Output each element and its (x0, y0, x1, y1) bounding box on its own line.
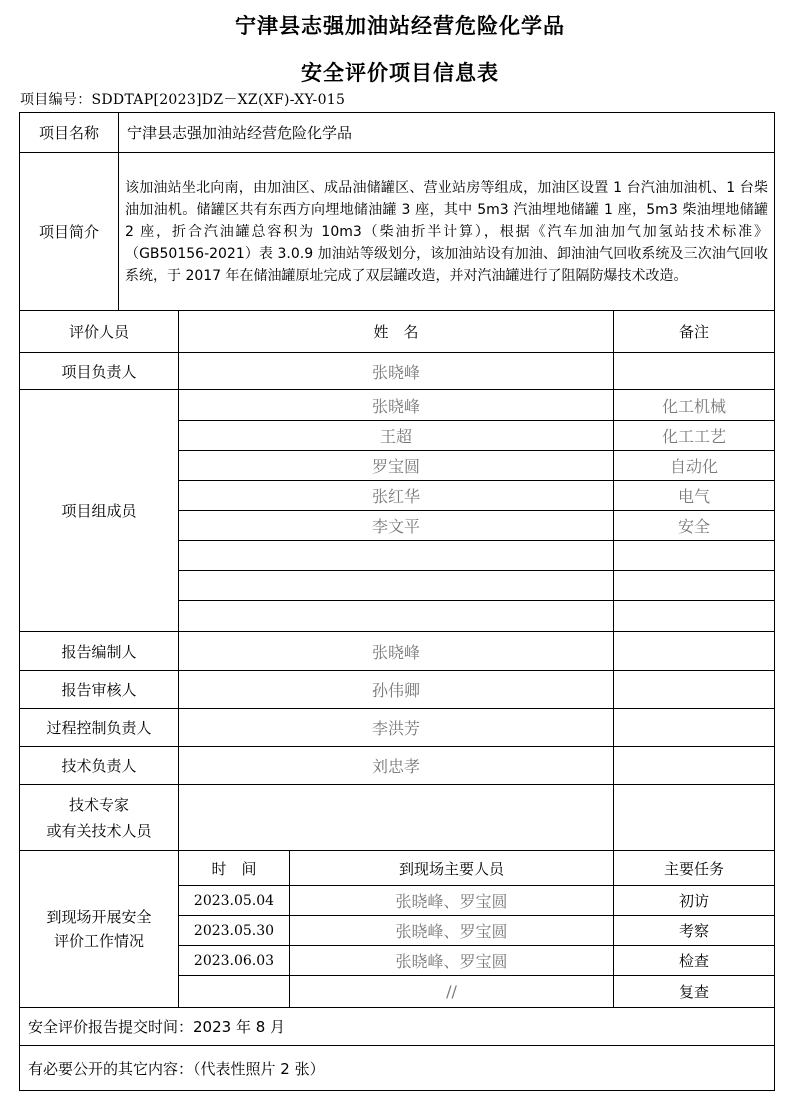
process-control-name: 李洪芳 (179, 709, 614, 747)
project-intro-value: 该加油站坐北向南，由加油区、成品油储罐区、营业站房等组成，加油区设置 1 台汽油加油机、1 台柴油加油机。储罐区共有东西方向埋地储油罐 3 座，其中 5m3 汽油埋地储罐 1 座，5m3 柴油埋地储罐 2 座，折合汽油罐总容积为 10m3（柴油折半计算），根据《汽车加油加气加氢站技术标准》（GB50156-2021）表 3.0.9 加油站等级划分，该加油站设有加油、卸油油气回收系统及三次油气回收系统，于 2017 年在储油罐原址完成了双层罐改造，并对汽油罐进行了阻隔防爆技术改造。 (119, 153, 775, 311)
visit-staff: 张晓峰、罗宝圆 (290, 916, 614, 946)
header-remark: 备注 (614, 311, 775, 353)
project-leader-name: 张晓峰 (179, 353, 614, 390)
label-report-reviewer: 报告审核人 (20, 671, 179, 709)
member-name (179, 601, 614, 632)
label-experts-line1: 技术专家 (68, 795, 129, 814)
header-staff: 到现场主要人员 (290, 851, 614, 886)
member-remark: 安全 (614, 511, 775, 541)
visit-staff: 张晓峰、罗宝圆 (290, 886, 614, 916)
member-name (179, 541, 614, 571)
label-site-work-line2: 评价工作情况 (53, 932, 144, 950)
label-experts-line2: 或有关技术人员 (46, 821, 152, 840)
submit-time: 安全评价报告提交时间：2023 年 8 月 (20, 1008, 775, 1046)
member-name (179, 571, 614, 601)
document-subtitle: 安全评价项目信息表 (301, 60, 499, 85)
visit-staff: // (290, 976, 614, 1008)
report-author-name: 张晓峰 (179, 632, 614, 671)
process-control-remark (614, 709, 775, 747)
label-tech-lead: 技术负责人 (20, 747, 179, 785)
report-reviewer-name: 孙伟卿 (179, 671, 614, 709)
member-remark: 自动化 (614, 451, 775, 481)
visit-date: 2023.05.30 (179, 916, 290, 946)
header-time: 时 间 (179, 851, 290, 886)
member-name: 张晓峰 (179, 390, 614, 421)
project-name-value: 宁津县志强加油站经营危险化学品 (119, 113, 775, 153)
visit-task: 考察 (614, 916, 775, 946)
experts-remark (614, 785, 775, 851)
label-experts (20, 785, 179, 851)
label-evaluators: 评价人员 (20, 311, 179, 353)
visit-date: 2023.05.04 (179, 886, 290, 916)
label-project-intro: 项目简介 (20, 153, 119, 311)
member-remark (614, 601, 775, 632)
member-name: 李文平 (179, 511, 614, 541)
project-code: 项目编号：SDDTAP[2023]DZ－XZ(XF)-XY-015 (20, 92, 346, 108)
visit-staff: 张晓峰、罗宝圆 (290, 946, 614, 976)
label-site-work-line1: 到现场开展安全 (46, 908, 152, 926)
header-task: 主要任务 (614, 851, 775, 886)
label-report-author: 报告编制人 (20, 632, 179, 671)
member-name: 张红华 (179, 481, 614, 511)
visit-date: 2023.06.03 (179, 946, 290, 976)
info-table (19, 112, 775, 1091)
tech-lead-remark (614, 747, 775, 785)
tech-lead-name: 刘忠孝 (179, 747, 614, 785)
label-project-name: 项目名称 (20, 113, 119, 153)
visit-task: 复查 (614, 976, 775, 1008)
member-remark (614, 541, 775, 571)
report-reviewer-remark (614, 671, 775, 709)
member-remark: 化工工艺 (614, 421, 775, 451)
visit-task: 检查 (614, 946, 775, 976)
header-name: 姓 名 (179, 311, 614, 353)
visit-task: 初访 (614, 886, 775, 916)
document-title: 宁津县志强加油站经营危险化学品 (235, 13, 565, 38)
label-process-control: 过程控制负责人 (20, 709, 179, 747)
report-author-remark (614, 632, 775, 671)
label-site-work (20, 851, 179, 1008)
other-disclosure: 有必要公开的其它内容：（代表性照片 2 张） (20, 1046, 775, 1091)
visit-date (179, 976, 290, 1008)
member-remark: 电气 (614, 481, 775, 511)
member-remark (614, 571, 775, 601)
member-remark: 化工机械 (614, 390, 775, 421)
member-name: 王超 (179, 421, 614, 451)
experts-name (179, 785, 614, 851)
label-project-members: 项目组成员 (20, 390, 179, 632)
member-name: 罗宝圆 (179, 451, 614, 481)
label-project-leader: 项目负责人 (20, 353, 179, 390)
project-leader-remark (614, 353, 775, 390)
